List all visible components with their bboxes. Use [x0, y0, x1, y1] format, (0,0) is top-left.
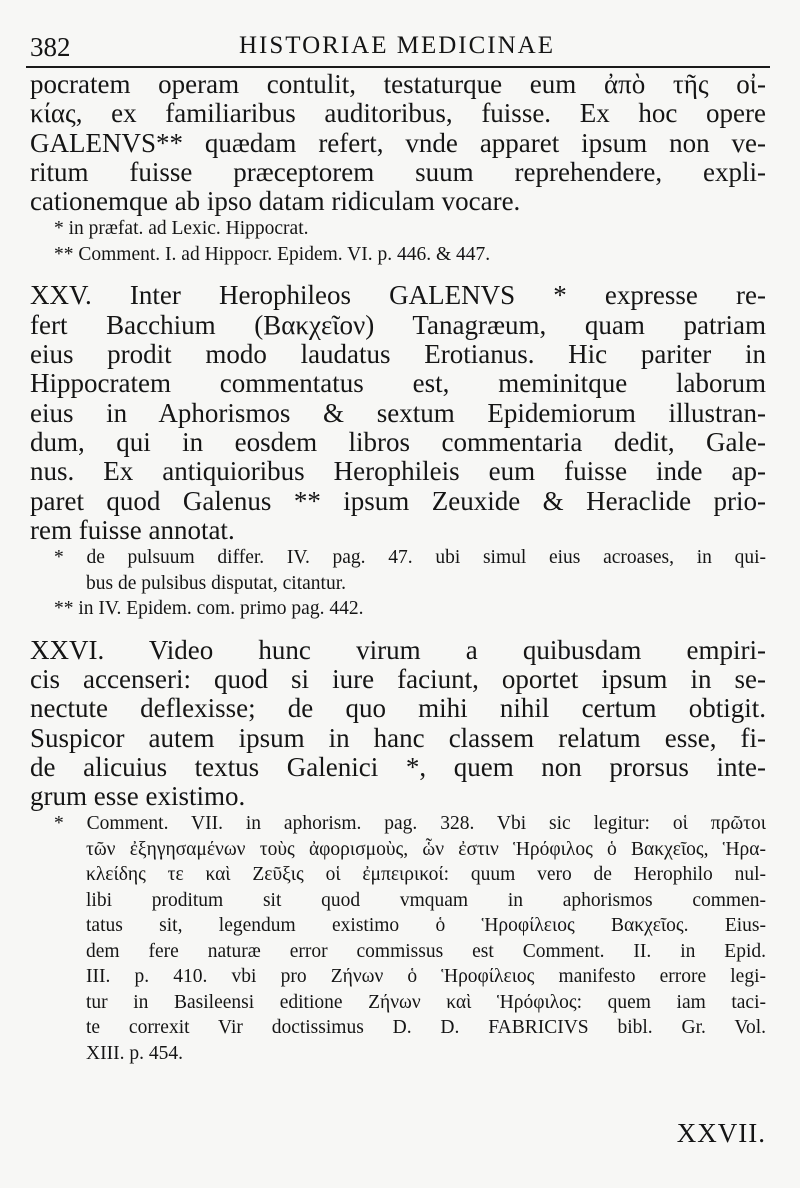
- running-head: HISTORIAE MEDICINAE: [239, 32, 555, 59]
- text-line: eius in Aphorismos & sextum Epidemiorum illustran-: [30, 397, 766, 428]
- footnote: τῶν ἐξηγησαμένων τοὺς ἀφορισμοὺς, ὧν ἐστιν Ἡρόφιλος ὁ Βακχεῖος, Ἡρα-: [86, 838, 766, 860]
- text-line: cis accenseri: quod si iure faciunt, oportet ipsum in se-: [30, 663, 766, 694]
- text-line: de alicuius textus Galenici *, quem non prorsus inte-: [30, 751, 766, 782]
- footnote: libi proditum sit quod vmquam in aphorismos commen-: [86, 889, 766, 911]
- footnote: dem fere naturæ error commissus est Comment. II. in Epid.: [86, 940, 766, 962]
- text-line: Hippocratem commentatus est, meminitque laborum: [30, 368, 766, 399]
- footnote: * de pulsuum differ. IV. pag. 47. ubi simul eius acroases, in qui-: [54, 547, 766, 569]
- header-rule: [26, 66, 770, 68]
- footnote: ** Comment. I. ad Hippocr. Epidem. VI. p. 446. & 447.: [54, 243, 491, 265]
- footnote: tatus sit, legendum existimo ὁ Ἡροφίλειος Βακχεῖος. Eius-: [86, 915, 766, 937]
- text-line: GALENVS** quædam refert, vnde apparet ipsum non ve-: [30, 127, 766, 158]
- footnotes: [30, 216, 766, 267]
- footnote: III. p. 410. vbi pro Ζήνων ὁ Ἡροφίλειος manifesto errore legi-: [86, 966, 766, 988]
- text-line: Suspicor autem ipsum in hanc classem relatum esse, fi-: [30, 722, 766, 753]
- text-line: fert Bacchium (Βακχεῖον) Tanagræum, quam patriam: [30, 309, 766, 340]
- paragraph-xxvi: [30, 636, 766, 812]
- catchword: XXVII.: [676, 1118, 766, 1148]
- text-line: nus. Ex antiquioribus Herophileis eum fuisse inde ap-: [30, 456, 766, 487]
- paragraph-xxv: [30, 281, 766, 545]
- text-line: rem fuisse annotat.: [30, 514, 235, 545]
- text-line: XXVI. Video hunc virum a quibusdam empiri-: [30, 634, 766, 665]
- text-line: pocratem operam contulit, testaturque eum ἀπὸ τῆς οἰ-: [30, 69, 766, 99]
- footnotes: [30, 545, 766, 622]
- text-line: cationemque ab ipso datam ridiculam vocare.: [30, 186, 521, 217]
- page-body: [30, 70, 766, 1066]
- page-header: [24, 28, 770, 64]
- footnotes: [30, 811, 766, 1066]
- text-line: nectute deflexisse; de quo mihi nihil certum obtigit.: [30, 693, 766, 724]
- footnote: te correxit Vir doctissimus D. D. FABRICIVS bibl. Gr. Vol.: [86, 1017, 766, 1039]
- page-number: 382: [30, 32, 71, 62]
- footnote: * in præfat. ad Lexic. Hippocrat.: [54, 218, 309, 240]
- footnote: tur in Basileensi editione Ζήνων καὶ Ἡρόφιλος: quem iam taci-: [86, 991, 766, 1013]
- text-line: eius prodit modo laudatus Erotianus. Hic pariter in: [30, 339, 766, 370]
- text-line: dum, qui in eosdem libros commentaria dedit, Gale-: [30, 426, 766, 457]
- footnote: XIII. p. 454.: [86, 1042, 183, 1064]
- paragraph-continuation: [30, 70, 766, 216]
- footnote: bus de pulsibus disputat, citantur.: [86, 572, 346, 594]
- text-line: grum esse existimo.: [30, 781, 246, 812]
- footnote: κλείδης τε καὶ Ζεῦξις οἱ ἐμπειρικοί: quum vero de Herophilo nul-: [86, 864, 766, 886]
- footnote: * Comment. VII. in aphorism. pag. 328. Vbi sic legitur: οἱ πρῶτοι: [54, 813, 766, 835]
- text-line: paret quod Galenus ** ipsum Zeuxide & Heraclide prio-: [30, 485, 766, 516]
- text-line: XXV. Inter Herophileos GALENVS * expresse re-: [30, 280, 766, 311]
- text-line: ritum fuisse præceptorem suum reprehendere, expli-: [30, 156, 766, 187]
- text-line: κίας, ex familiaribus auditoribus, fuisse. Ex hoc opere: [30, 98, 766, 129]
- footnote: ** in IV. Epidem. com. primo pag. 442.: [54, 598, 364, 620]
